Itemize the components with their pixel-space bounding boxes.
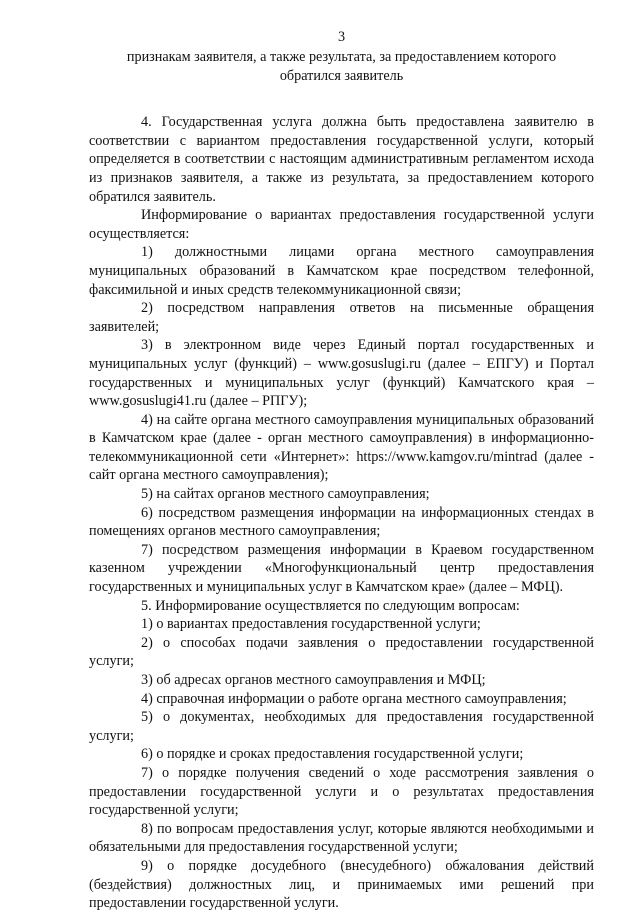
list-item: 6) о порядке и сроках предоставления государственной услуги;: [141, 746, 524, 763]
list-item: 2) посредством направления ответов на письменные обращения заявителей;: [89, 300, 594, 335]
list-item: 1) о вариантах предоставления государственной услуги;: [141, 616, 481, 633]
list-item: 3) об адресах органов местного самоуправления и МФЦ;: [141, 672, 486, 688]
list-item: 5) на сайтах органов местного самоуправления;: [141, 486, 430, 503]
paragraph-4: 4. Государственная услуга должна быть предоставлена заявителю в соответствии с вариантом предоставления государственной услуги, который определяется в соответствии с настоящим административным регламентом исхода из признаков заявителя, а также из результата, за предоставлением которого обратился заявитель.: [89, 114, 594, 205]
paragraph-informing-intro: Информирование о вариантах предоставления государственной услуги осуществляется:: [89, 207, 594, 242]
list-item: 7) о порядке получения сведений о ходе рассмотрения заявления о предоставлении государственной услуги и о результатах предоставления государственной услуги;: [89, 764, 594, 819]
list-item: 8) по вопросам предоставления услуг, которые являются необходимыми и обязательными для предоставления государственной услуги;: [89, 820, 594, 856]
list-item: 2) о способах подачи заявления о предоставлении государственной услуги;: [89, 634, 594, 670]
page-number: 3: [337, 29, 346, 45]
list-item: 5) о документах, необходимых для предоставления государственной услуги;: [89, 709, 594, 744]
list-item: 7) посредством размещения информации в Краевом государственном казенном учреждении «Многофункциональный центр предоставления государственных и муниципальных услуг в Камчатском крае» (далее – МФЦ).: [89, 541, 594, 596]
intro-line-1: признакам заявителя, а также результата, за предоставлением которого: [126, 49, 557, 65]
list-item: 1) должностными лицами органа местного самоуправления муниципальных образований в Камчатском крае посредством телефонной, факсимильной и иных средств телекоммуникационной связи;: [89, 244, 594, 298]
list-item: 4) на сайте органа местного самоуправления муниципальных образований в Камчатском крае (далее - орган местного самоуправления) в информационно-телекоммуникационной сети «Интернет»: https://www.kamgov.ru/mintrad (далее - сайт органа местного самоуправления);: [89, 411, 594, 484]
paragraph-5: 5. Информирование осуществляется по следующим вопросам:: [141, 597, 520, 614]
section-spacer: [89, 85, 594, 113]
list-item: 3) в электронном виде через Единый портал государственных и муниципальных услуг (функций) – www.gosuslugi.ru (далее – ЕПГУ) и Портал государственных и муниципальных услуг (функций) Камчатского края – www.gosuslugi41.ru (далее – РПГУ);: [89, 337, 594, 410]
list-item: 4) справочная информации о работе органа местного самоуправления;: [141, 690, 567, 707]
list-item: 9) о порядке досудебного (внесудебного) обжалования действий (бездействия) должностных лиц, и принимаемых ими решений при предоставлении государственной услуги.: [89, 857, 594, 912]
intro-line-2: обратился заявитель: [279, 67, 404, 84]
list-item: 6) посредством размещения информации на информационных стендах в помещениях органов местного самоуправления;: [89, 504, 594, 540]
